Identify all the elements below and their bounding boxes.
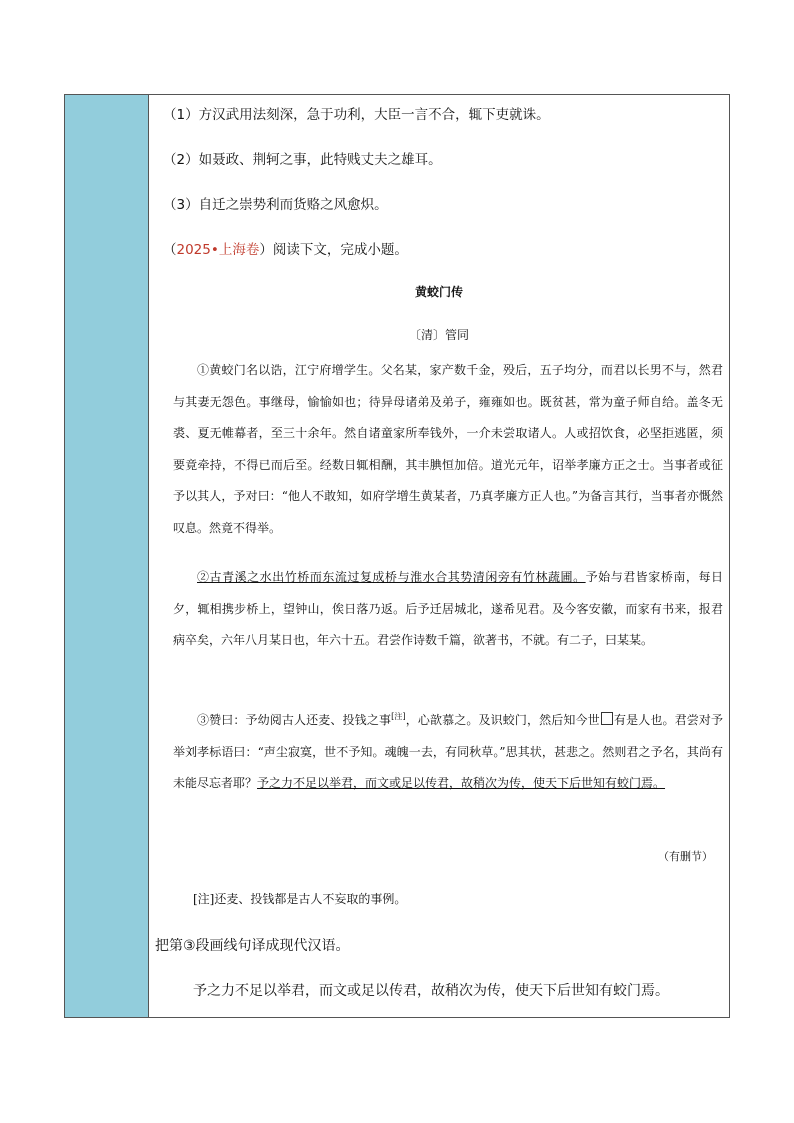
- paragraph-1-text: ①黄蛟门名以诰，江宁府增学生。父名某，家产数千金，殁后，五子均分，而君以长男不与，然君与其妻无怨色。事继母，愉愉如也；待异母诸弟及弟子，雍雍如也。既贫甚，常为童子师自给。盖冬无裘、夏无帷幕者，至三十余年。然自诸童家所奉钱外，一介未尝取诸人。人或招饮食，必坚拒逃匿，须要竟牵持，不得已而后至。经数日辄相酬，其丰腆恒加倍。道光元年，诏举孝廉方正之士。当事者或征予以其人，予对曰：“他人不敢知，如府学增生黄某者，乃真孝廉方正人也。”为备言其行，当事者亦慨然叹息。然竟不得举。: [173, 363, 723, 535]
- paragraph-2-rest: 予始与君皆家桥南，每日夕，辄相携步桥上，望钟山，俟日落乃返。后予迁居城北，遂希见君。及今客安徽，而家有书来，报君病卒矣，六年八月某日也，年六十五。君尝作诗数千篇，欲著书，不就。有二子，曰某某。: [173, 570, 723, 647]
- task-prompt: 把第③段画线句译成现代汉语。: [155, 938, 350, 954]
- paragraph-2: [173, 562, 723, 657]
- label-column: [65, 95, 149, 1017]
- paragraph-3-part-a: ③赞曰：予幼阅古人还麦、投钱之事: [197, 713, 392, 727]
- paragraph-3-part-b: ，心歆慕之。及识蛟门，然后知今世: [405, 713, 600, 727]
- item-3: （3）自迁之崇势利而货赂之风愈炽。: [163, 197, 388, 213]
- source-label: 2025•上海卷: [176, 242, 260, 258]
- question-table: [64, 94, 730, 1018]
- note-marker: [注]: [391, 712, 406, 721]
- abridged-note: （有删节）: [658, 850, 713, 863]
- paragraph-3: [173, 701, 723, 800]
- intro-text: ）阅读下文，完成小题。: [259, 242, 408, 258]
- annotation: [注]还麦、投钱都是古人不妄取的事例。: [193, 892, 407, 906]
- answer-sentence: 予之力不足以举君，而文或足以传君，故稍次为传，使天下后世知有蛟门焉。: [193, 983, 669, 999]
- paragraph-1: [173, 355, 723, 544]
- item-2: （2）如聂政、荆轲之事，此特贱丈夫之雄耳。: [163, 152, 442, 168]
- question-intro: [163, 238, 408, 258]
- paragraph-3-underlined: 予之力不足以举君，而文或足以传君，故稍次为传，使天下后世知有蛟门焉。: [257, 776, 666, 790]
- paragraph-3-part-c: 有是人也。君尝对予举刘孝标语曰：“声尘寂寞，世不予知。魂魄一去，有同秋草。”思其状，甚悲之。然则君之予名，其尚有未能尽忘者耶？: [173, 713, 723, 790]
- item-1: （1）方汉武用法刻深，急于功利，大臣一言不合，辄下吏就诛。: [163, 107, 550, 123]
- blank-box: [601, 712, 613, 725]
- paragraph-2-underlined: ②古青溪之水出竹桥而东流过复成桥与淮水合其势清闲旁有竹林蔬圃。: [197, 570, 586, 584]
- passage-author: 〔清〕管同: [408, 328, 469, 342]
- intro-open-paren: （: [163, 242, 177, 258]
- passage-title: 黄蛟门传: [414, 285, 463, 299]
- content-column: [149, 95, 729, 1017]
